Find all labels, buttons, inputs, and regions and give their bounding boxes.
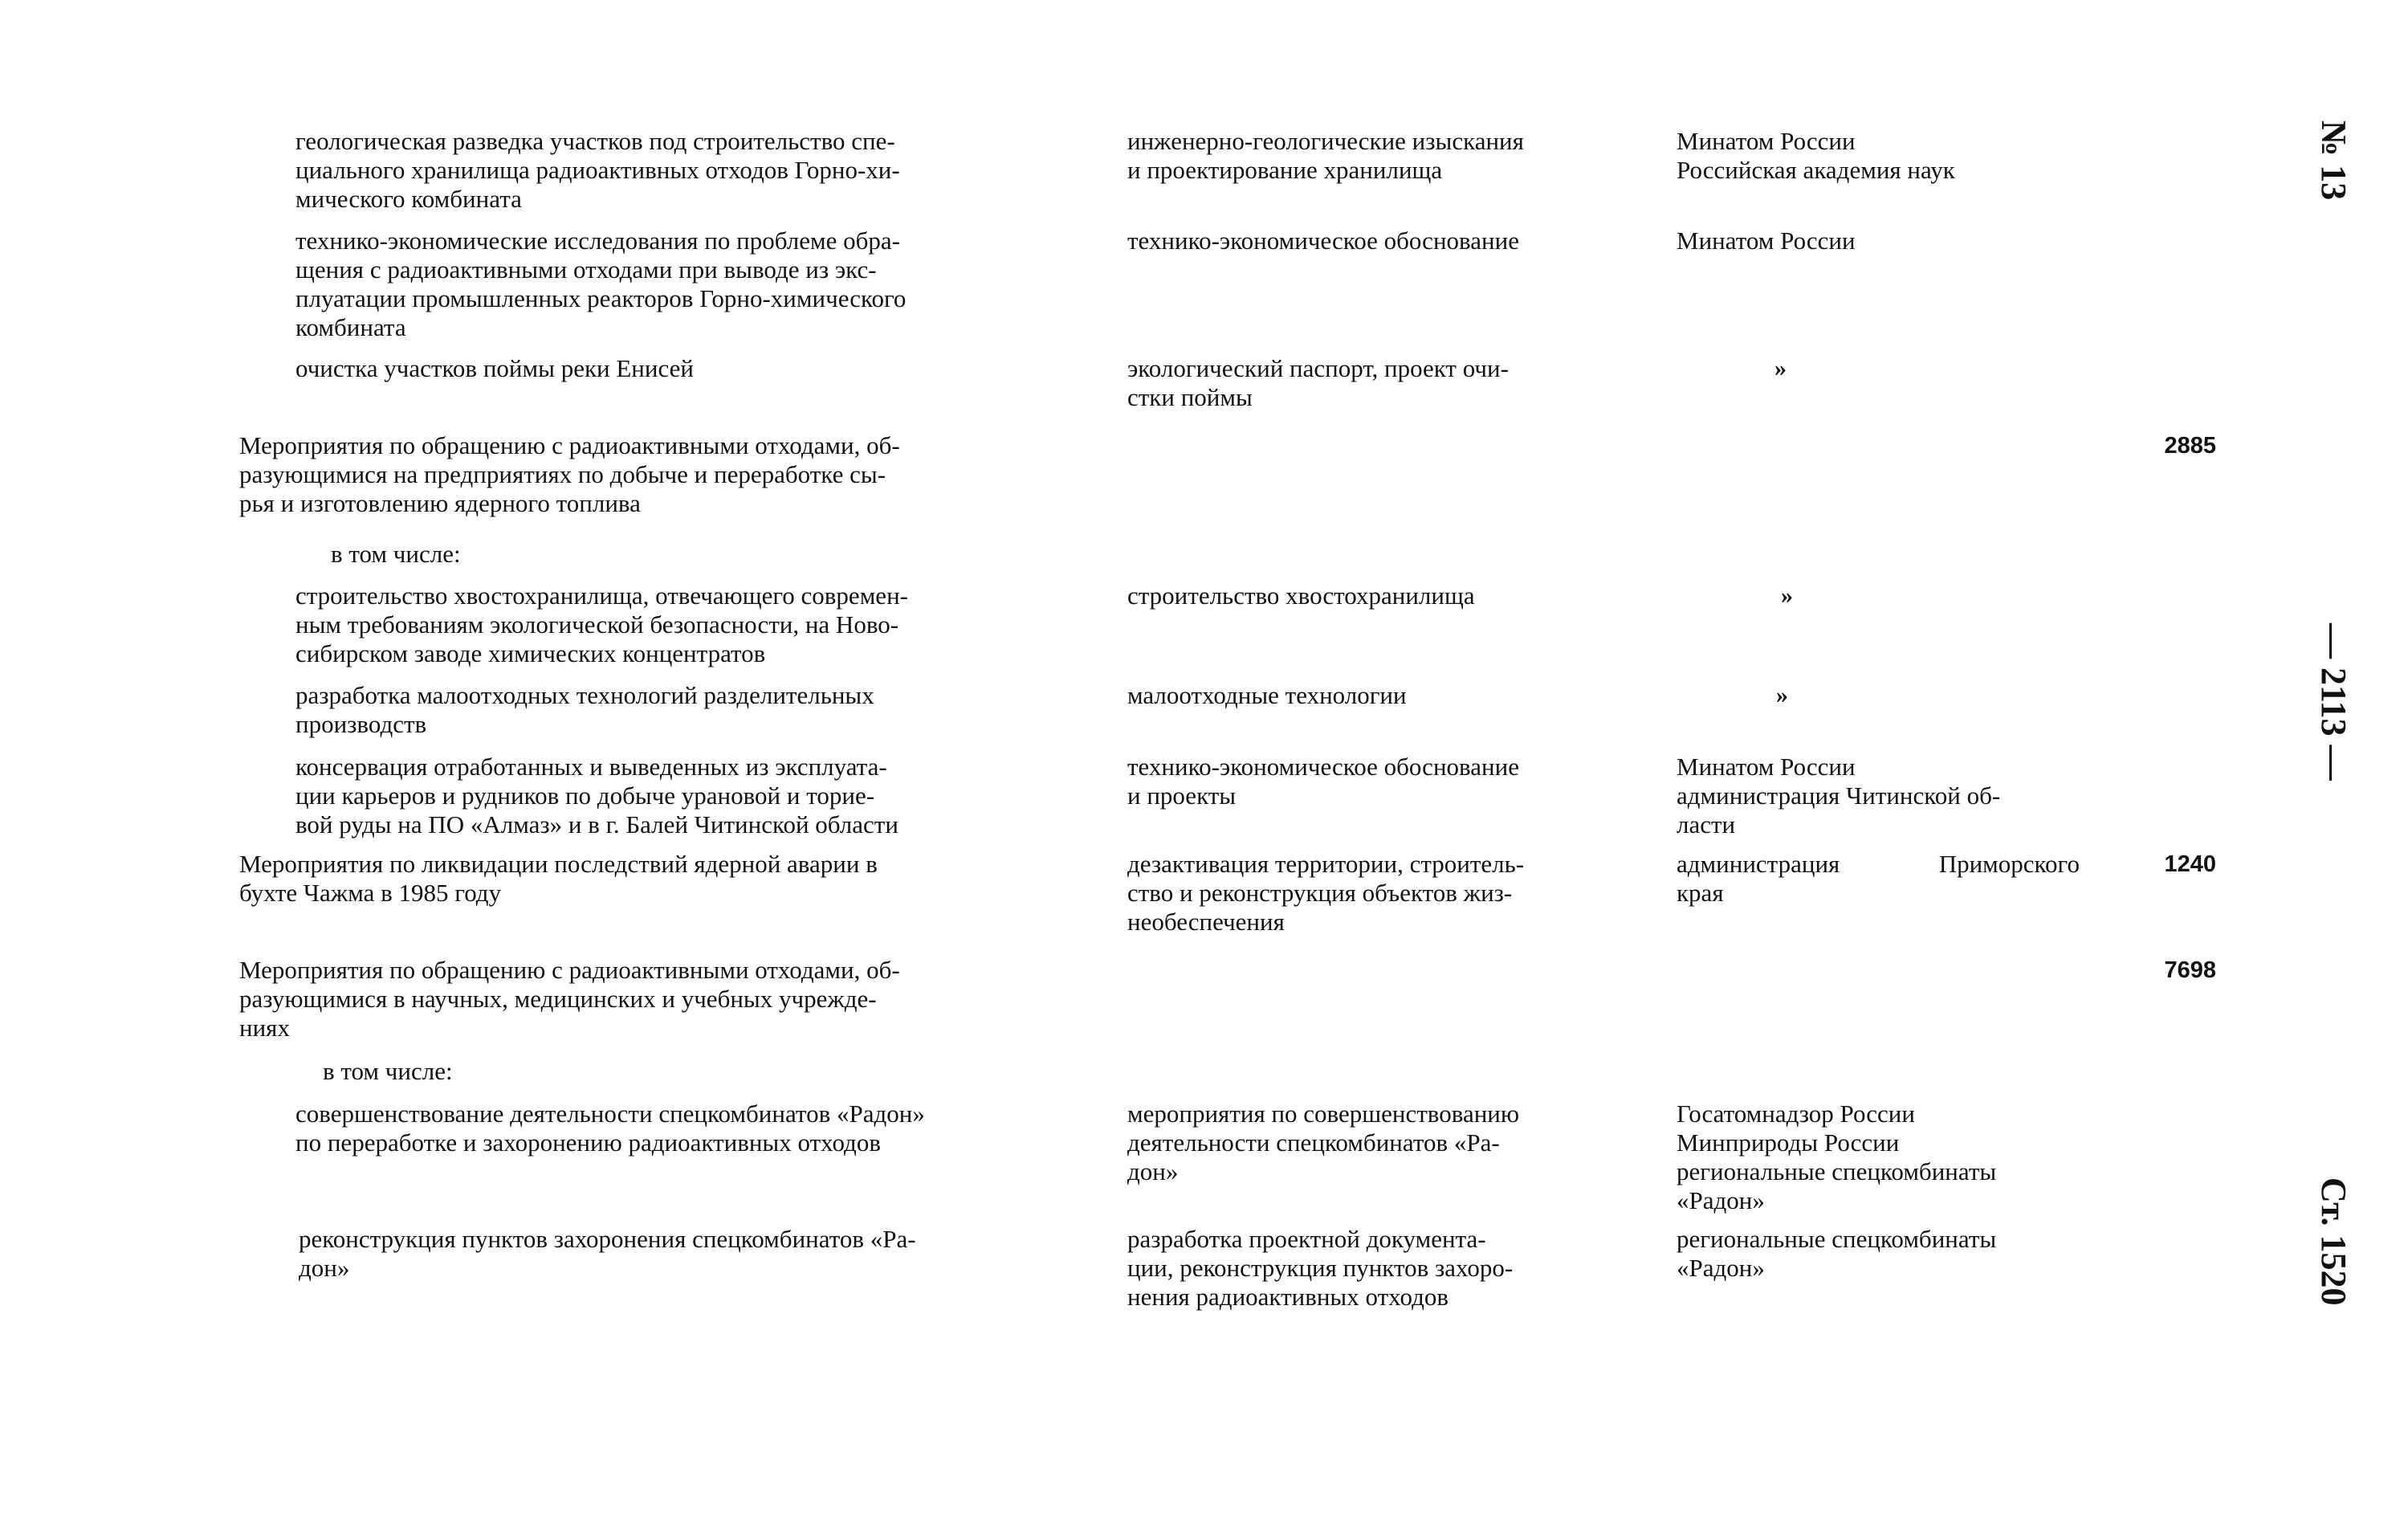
including-label: в том числе: xyxy=(323,1057,453,1085)
responsible-body xyxy=(1677,127,2080,185)
expected-result xyxy=(1127,1225,1638,1312)
text-line: рья и изготовлению ядерного топлива xyxy=(239,489,641,517)
measure-description xyxy=(295,226,1081,342)
text-line: ции, реконструкция пунктов захоро- xyxy=(1127,1254,1514,1282)
text-line: совершенствование деятельности спецкомбинатов «Радон» xyxy=(295,1100,925,1128)
text-line: Минатом России xyxy=(1677,226,1856,255)
article-number: Ст. 1520 xyxy=(2314,1177,2353,1306)
expected-result xyxy=(1127,226,1638,255)
text-line: циального хранилища радиоактивных отходов Горно-хи- xyxy=(295,156,900,184)
text-line: экологический паспорт, проект очи- xyxy=(1127,354,1509,382)
text-line: комбината xyxy=(295,313,406,341)
text-line: разработка проектной документа- xyxy=(1127,1225,1486,1253)
measure-description xyxy=(295,1100,1081,1157)
text-line: и проекты xyxy=(1127,781,1237,810)
text-line: дезактивация территории, строитель- xyxy=(1127,850,1525,878)
text-line: разующимися на предприятиях по добыче и переработке сы- xyxy=(239,460,886,488)
responsible-body xyxy=(1677,226,2080,255)
responsible-body xyxy=(1677,753,2080,839)
measure-heading xyxy=(239,956,1081,1042)
measure-description xyxy=(295,753,1081,839)
measure-description xyxy=(295,581,1081,668)
text-line: ласти xyxy=(1677,810,1736,838)
text-line: региональные спецкомбинаты xyxy=(1677,1157,1997,1185)
text-line: плуатации промышленных реакторов Горно-химического xyxy=(295,284,907,312)
ditto-mark: » xyxy=(1781,582,1793,609)
expected-result xyxy=(1127,681,1638,710)
issue-number: № 13 xyxy=(2314,120,2353,201)
text-line: по переработке и захоронению радиоактивных отходов xyxy=(295,1128,881,1157)
text-line: мероприятия по совершенствованию xyxy=(1127,1100,1520,1128)
text-line: мического комбината xyxy=(295,185,522,213)
text-line: разующимися в научных, медицинских и учебных учрежде- xyxy=(239,985,877,1013)
text-line: технико-экономические исследования по проблеме обра- xyxy=(295,226,900,255)
text-line: Минприроды России xyxy=(1677,1128,1900,1157)
text-line: необеспечения xyxy=(1127,908,1285,936)
text-line: «Радон» xyxy=(1677,1186,1765,1214)
text-line: вой руды на ПО «Алмаз» и в г. Балей Читинской области xyxy=(295,810,898,838)
responsible-body xyxy=(1677,1100,2080,1215)
text-line: администрация Приморского xyxy=(1677,850,2080,878)
text-line: геологическая разведка участков под строительство спе- xyxy=(295,127,895,155)
text-line: ции карьеров и рудников по добыче урановой и торие- xyxy=(295,781,875,810)
text-line: Госатомнадзор России xyxy=(1677,1100,1915,1128)
measure-description xyxy=(299,1225,1081,1283)
measure-description xyxy=(295,681,1081,739)
funding-amount: 1240 xyxy=(2164,851,2216,877)
text-line: сибирском заводе химических концентратов xyxy=(295,639,766,667)
measure-heading xyxy=(239,850,1081,908)
ditto-mark: » xyxy=(1774,355,1787,382)
expected-result xyxy=(1127,1100,1638,1186)
text-line: ство и реконструкция объектов жиз- xyxy=(1127,879,1513,907)
including-label: в том числе: xyxy=(331,540,461,568)
text-line: технико-экономическое обоснование xyxy=(1127,226,1519,255)
expected-result xyxy=(1127,354,1638,412)
expected-result xyxy=(1127,850,1638,936)
text-line: малоотходные технологии xyxy=(1127,681,1407,709)
text-line: технико-экономическое обоснование xyxy=(1127,753,1519,781)
expected-result xyxy=(1127,753,1638,810)
text-line: щения с радиоактивными отходами при выводе из экс- xyxy=(295,255,877,284)
responsible-body xyxy=(1677,1225,2080,1283)
text-line: стки поймы xyxy=(1127,383,1253,411)
text-line: ным требованиям экологической безопасности, на Ново- xyxy=(295,610,899,639)
responsible-body xyxy=(1677,850,2080,908)
text-line: Минатом России xyxy=(1677,127,1856,155)
text-line: Минатом России xyxy=(1677,753,1856,781)
text-line: разработка малоотходных технологий разделительных xyxy=(295,681,874,709)
text-line: дон» xyxy=(299,1254,350,1282)
page-number: — 2113 — xyxy=(2314,623,2353,781)
text-line: Мероприятия по обращению с радиоактивными отходами, об- xyxy=(239,431,900,459)
text-line: производств xyxy=(295,710,427,738)
text-line: очистка участков поймы реки Енисей xyxy=(295,354,694,382)
measure-heading xyxy=(239,431,1081,518)
measure-description xyxy=(295,127,1081,214)
text-line: и проектирование хранилища xyxy=(1127,156,1443,184)
text-line: консервация отработанных и выведенных из эксплуата- xyxy=(295,753,887,781)
text-line: Российская академия наук xyxy=(1677,156,1955,184)
text-line: строительство хвостохранилища xyxy=(1127,581,1475,610)
expected-result xyxy=(1127,581,1638,610)
text-line: реконструкция пунктов захоронения спецкомбинатов «Ра- xyxy=(299,1225,916,1253)
text-line: региональные спецкомбинаты xyxy=(1677,1225,1997,1253)
text-line: дон» xyxy=(1127,1157,1179,1185)
funding-amount: 7698 xyxy=(2164,957,2216,983)
measure-description xyxy=(295,354,1081,383)
ditto-mark: » xyxy=(1776,682,1788,708)
text-line: Мероприятия по обращению с радиоактивными отходами, об- xyxy=(239,956,900,984)
text-line: инженерно-геологические изыскания xyxy=(1127,127,1524,155)
text-line: края xyxy=(1677,879,1724,907)
text-line: бухте Чажма в 1985 году xyxy=(239,879,502,907)
funding-amount: 2885 xyxy=(2164,433,2216,459)
text-line: администрация Читинской об- xyxy=(1677,781,2001,810)
text-line: деятельности спецкомбинатов «Ра- xyxy=(1127,1128,1500,1157)
text-line: «Радон» xyxy=(1677,1254,1765,1282)
text-line: нения радиоактивных отходов xyxy=(1127,1283,1448,1311)
text-line: строительство хвостохранилища, отвечающего современ- xyxy=(295,581,908,610)
text-line: ниях xyxy=(239,1014,290,1042)
text-line: Мероприятия по ликвидации последствий ядерной аварии в xyxy=(239,850,878,878)
expected-result xyxy=(1127,127,1638,185)
